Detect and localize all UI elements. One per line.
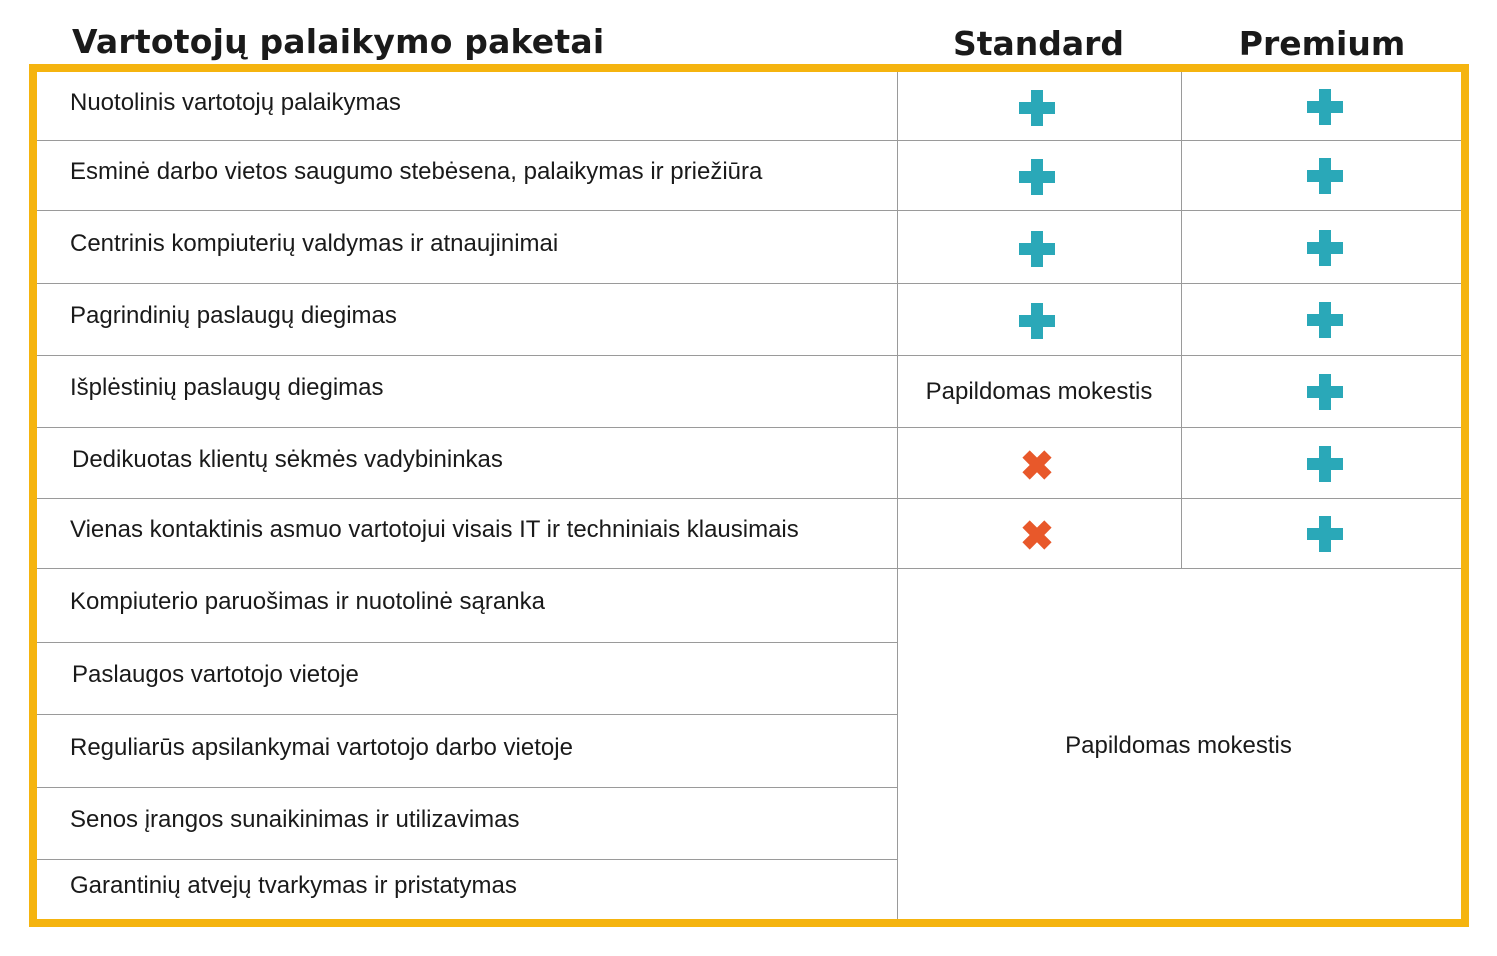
column-header-standard: Standard bbox=[952, 24, 1125, 63]
row-divider bbox=[37, 498, 1461, 499]
plus-icon bbox=[1307, 89, 1343, 125]
feature-label: Išplėstinių paslaugų diegimas bbox=[70, 374, 384, 401]
row-divider bbox=[37, 210, 1461, 211]
column-divider bbox=[1181, 72, 1182, 568]
page-title: Vartotojų palaikymo paketai bbox=[72, 22, 605, 61]
comparison-table-frame bbox=[29, 64, 1469, 927]
feature-label: Esminė darbo vietos saugumo stebėsena, palaikymas ir priežiūra bbox=[70, 158, 763, 185]
feature-label: Kompiuterio paruošimas ir nuotolinė sąranka bbox=[70, 588, 545, 615]
row-divider bbox=[37, 427, 1461, 428]
plus-icon bbox=[1307, 230, 1343, 266]
feature-label: Paslaugos vartotojo vietoje bbox=[72, 661, 359, 688]
row-divider bbox=[37, 140, 1461, 141]
column-header-premium: Premium bbox=[1238, 24, 1406, 63]
plus-icon bbox=[1307, 374, 1343, 410]
feature-label: Garantinių atvejų tvarkymas ir pristatymas bbox=[70, 872, 517, 899]
feature-label: Nuotolinis vartotojų palaikymas bbox=[70, 89, 401, 116]
plus-icon bbox=[1019, 90, 1055, 126]
feature-label: Centrinis kompiuterių valdymas ir atnaujinimai bbox=[70, 229, 559, 257]
feature-label: Reguliarūs apsilankymai vartotojo darbo vietoje bbox=[70, 733, 573, 761]
plus-icon bbox=[1019, 303, 1055, 339]
column-divider bbox=[897, 72, 898, 919]
row-divider bbox=[37, 859, 897, 860]
row-divider bbox=[37, 714, 897, 715]
cross-icon bbox=[1019, 447, 1055, 483]
standard-fee-cell: Papildomas mokestis bbox=[925, 378, 1153, 405]
row-divider bbox=[37, 642, 897, 643]
row-divider bbox=[37, 568, 1461, 569]
feature-label: Pagrindinių paslaugų diegimas bbox=[70, 302, 397, 329]
merged-fee-cell: Papildomas mokestis bbox=[1065, 732, 1292, 759]
plus-icon bbox=[1307, 158, 1343, 194]
plus-icon bbox=[1307, 516, 1343, 552]
plus-icon bbox=[1307, 446, 1343, 482]
row-divider bbox=[37, 787, 897, 788]
row-divider bbox=[37, 355, 1461, 356]
plus-icon bbox=[1019, 231, 1055, 267]
feature-label: Senos įrangos sunaikinimas ir utilizavimas bbox=[70, 806, 520, 833]
plus-icon bbox=[1019, 159, 1055, 195]
cross-icon bbox=[1019, 517, 1055, 553]
plus-icon bbox=[1307, 302, 1343, 338]
row-divider bbox=[37, 283, 1461, 284]
feature-label: Vienas kontaktinis asmuo vartotojui visais IT ir techniniais klausimais bbox=[70, 516, 799, 543]
feature-label: Dedikuotas klientų sėkmės vadybininkas bbox=[72, 445, 503, 473]
